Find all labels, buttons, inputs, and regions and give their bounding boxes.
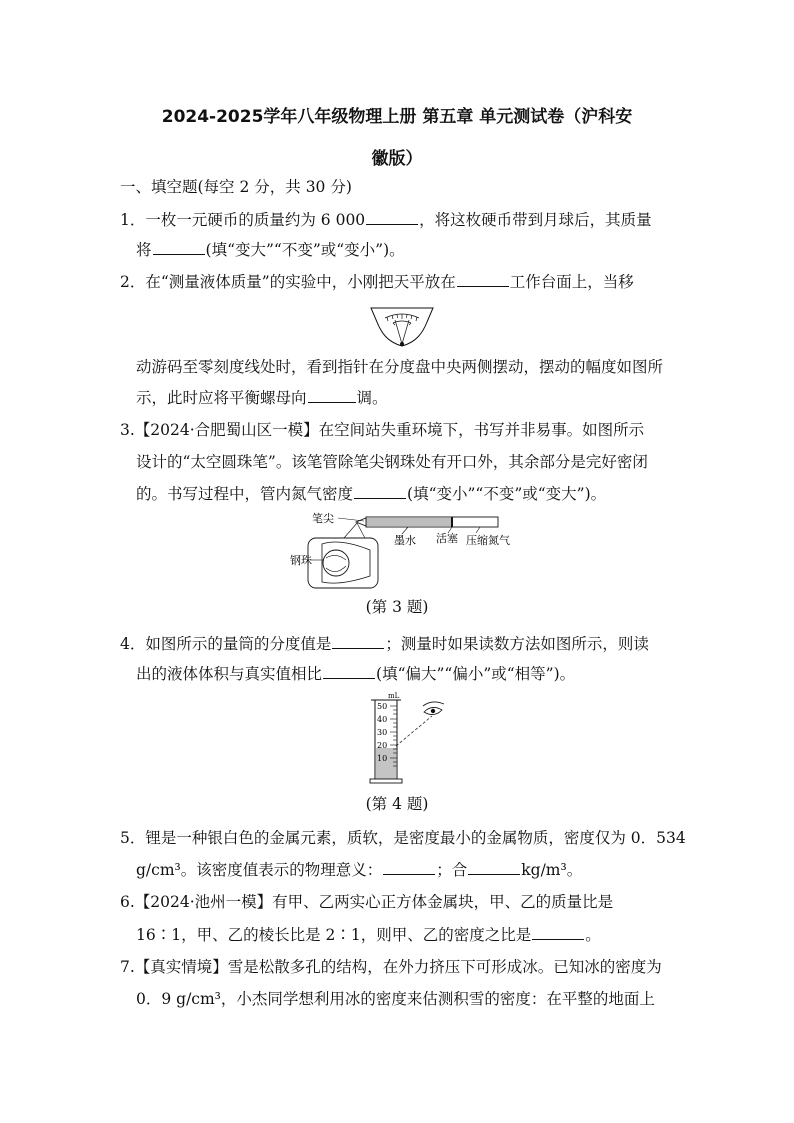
q3-line-2: 设计的“太空圆珠笔”。该笔管除笔尖钢珠处有开口外，其余部分是完好密闭 [136,453,648,471]
space-pen-figure [290,510,510,592]
q5-line-2: g/cm³。该密度值表示的物理意义： ；合 kg/m³。 [136,858,582,881]
graduated-cylinder-figure [360,690,450,786]
q1-blank-2[interactable] [153,238,205,255]
q6-blank-1[interactable] [532,923,584,940]
q4-blank-2[interactable] [323,662,375,679]
q3-line-1: 3.【2024·合肥蜀山区一模】在空间站失重环境下，书写并非易事。如图所示 [120,421,645,439]
q2-line-3: 示，此时应将平衡螺母向 调。 [136,386,388,409]
section-heading: 一、填空题(每空 2 分，共 30 分) [120,178,352,196]
q5-blank-1[interactable] [383,858,435,875]
label-piston: 活塞 [436,532,458,545]
q4-blank-1[interactable] [332,632,384,649]
label-steel-ball: 钢珠 [290,554,312,567]
title-line-1: 2024-2025学年八年级物理上册 第五章 单元测试卷（沪科安 [161,107,633,127]
q7-line-2: 0．9 g/cm³，小杰同学想利用冰的密度来估测积雪的密度：在平整的地面上 [136,990,655,1008]
q4-line-2: 出的液体体积与真实值相比 (填“偏大”“偏小”或“相等”)。 [136,662,575,685]
label-ink: 墨水 [394,534,416,547]
label-compressed-nitrogen: 压缩氮气 [466,534,510,547]
unit-label: mL [388,692,400,700]
tick-label-20: 20 [377,741,388,750]
tick-label-50: 50 [377,702,388,711]
q5-blank-2[interactable] [468,858,520,875]
title-line-2: 徽版） [371,149,423,169]
q1-line-2: 将 (填“变大”“不变”或“变小”)。 [136,238,405,261]
q4-line-1: 4．如图所示的量筒的分度值是 ；测量时如果读数方法如图所示，则读 [120,632,649,655]
eye-icon [423,702,444,715]
q1-line-1: 1．一枚一元硬币的质量约为 6 000 ，将这枚硬币带到月球后，其质量 [120,208,652,231]
q2-line-1: 2．在“测量液体质量”的实验中，小刚把天平放在 工作台面上，当移 [120,270,634,293]
q2-line-2: 动游码至零刻度线处时，看到指针在分度盘中央两侧摆动，摆动的幅度如图所 [136,358,664,376]
q3-line-3: 的。书写过程中，管内氮气密度 (填“变小”“不变”或“变大”)。 [136,482,606,505]
q4-figure-caption: (第 4 题) [365,795,429,813]
q6-line-1: 6.【2024·池州一模】有甲、乙两实心正方体金属块，甲、乙的质量比是 [120,893,614,911]
q7-line-1: 7.【真实情境】雪是松散多孔的结构，在外力挤压下可形成冰。已知冰的密度为 [120,958,662,976]
tick-label-30: 30 [377,728,388,737]
document-title [100,96,694,180]
tick-label-10: 10 [377,754,388,763]
q3-blank-1[interactable] [354,482,406,499]
tick-label-40: 40 [377,715,388,724]
q3-figure-caption: (第 3 题) [365,598,429,616]
q5-line-1: 5．锂是一种银白色的金属元素，质软，是密度最小的金属物质，密度仅为 0．534 [120,829,686,847]
q6-line-2: 16∶1，甲、乙的棱长比是 2∶1，则甲、乙的密度之比是 。 [136,923,601,946]
label-pen-tip: 笔尖 [312,512,334,525]
q2-blank-1[interactable] [457,270,509,287]
q1-blank-1[interactable] [366,208,418,225]
q2-blank-2[interactable] [308,386,356,403]
balance-dial-figure [367,304,437,350]
